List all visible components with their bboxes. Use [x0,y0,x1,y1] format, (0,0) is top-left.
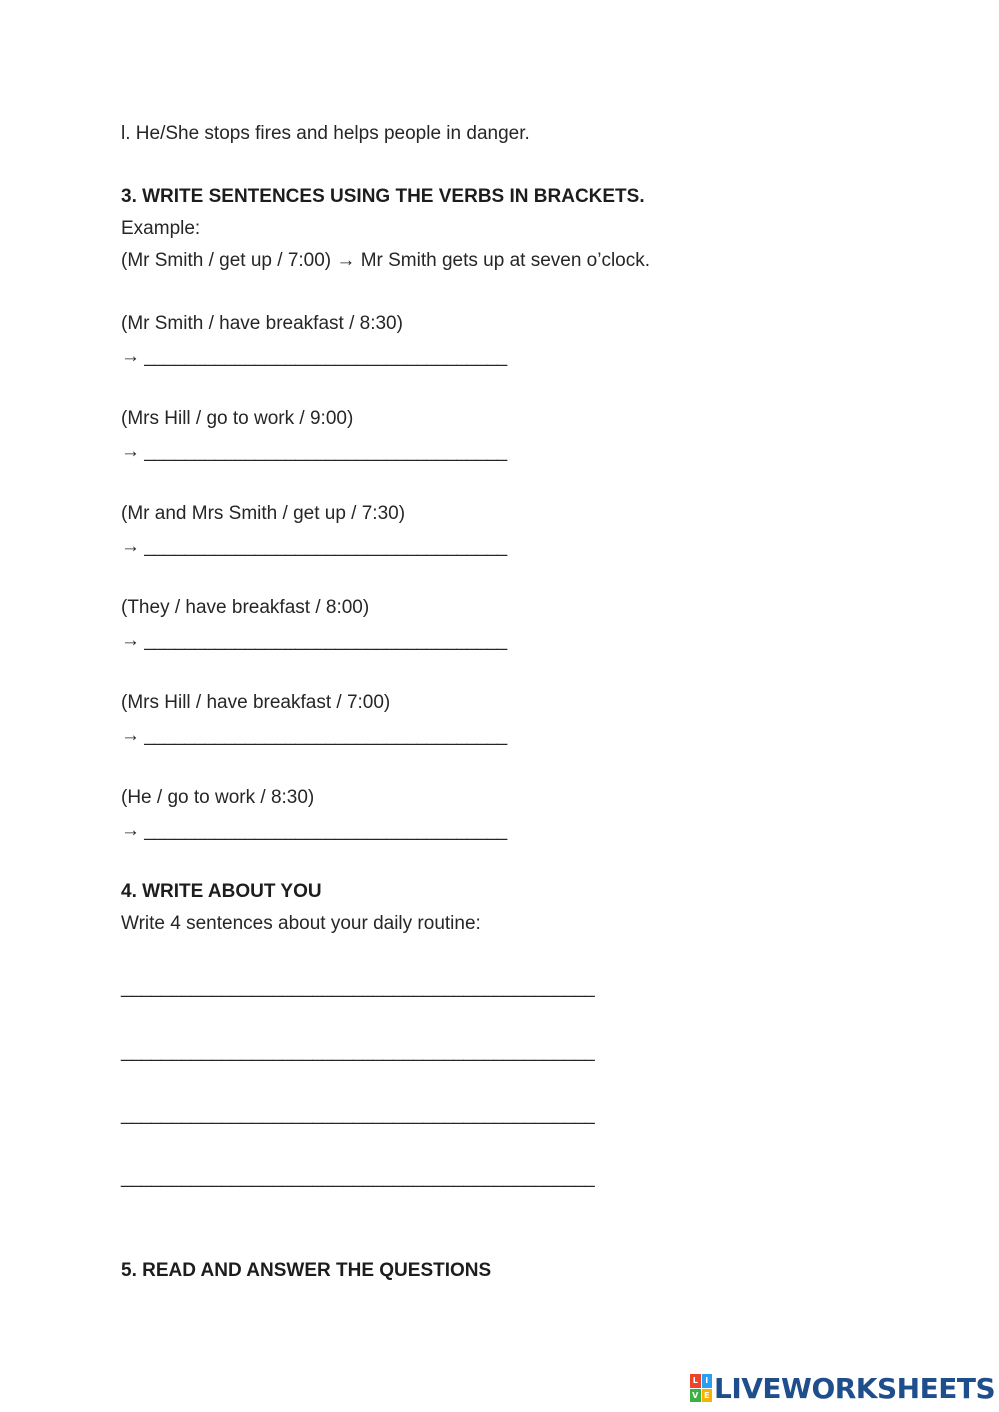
liveworksheets-logo[interactable] [690,1370,995,1406]
routine-line-4[interactable]: _______________________________________________ [121,1167,595,1188]
prompt-6: (He / go to work / 8:30) [121,787,315,808]
logo-mark-letter-e: E [702,1389,713,1403]
answer-line-4[interactable]: → ____________________________________ [121,630,507,651]
liveworksheets-logo-text: LIVEWORKSHEETS [714,1371,996,1405]
section-4-instruction: Write 4 sentences about your daily routine: [121,913,481,934]
section-3-heading: 3. WRITE SENTENCES USING THE VERBS IN BRACKETS. [121,186,645,207]
prompt-3: (Mr and Mrs Smith / get up / 7:30) [121,503,406,524]
routine-line-2[interactable]: _______________________________________________ [121,1041,595,1062]
routine-line-1[interactable]: _______________________________________________ [121,977,595,998]
section-5-heading: 5. READ AND ANSWER THE QUESTIONS [121,1260,492,1281]
answer-line-6[interactable]: → ____________________________________ [121,820,507,841]
section-4-heading: 4. WRITE ABOUT YOU [121,881,322,902]
logo-mark-letter-i: I [702,1374,713,1388]
answer-line-1[interactable]: → ____________________________________ [121,346,507,367]
answer-line-2[interactable]: → ____________________________________ [121,441,507,462]
answer-line-5[interactable]: → ____________________________________ [121,725,507,746]
logo-mark-letter-l: L [690,1374,701,1388]
routine-line-3[interactable]: _______________________________________________ [121,1104,595,1125]
prompt-5: (Mrs Hill / have breakfast / 7:00) [121,692,391,713]
prompt-2: (Mrs Hill / go to work / 9:00) [121,408,354,429]
example-label: Example: [121,218,201,239]
liveworksheets-logo-icon [690,1374,712,1402]
logo-mark-letter-v: V [690,1389,701,1403]
prompt-1: (Mr Smith / have breakfast / 8:30) [121,313,403,334]
item-l-text: l. He/She stops fires and helps people in danger. [121,123,530,144]
answer-line-3[interactable]: → ____________________________________ [121,536,507,557]
example-sentence: (Mr Smith / get up / 7:00) → Mr Smith gets up at seven o’clock. [121,250,651,271]
prompt-4: (They / have breakfast / 8:00) [121,597,370,618]
